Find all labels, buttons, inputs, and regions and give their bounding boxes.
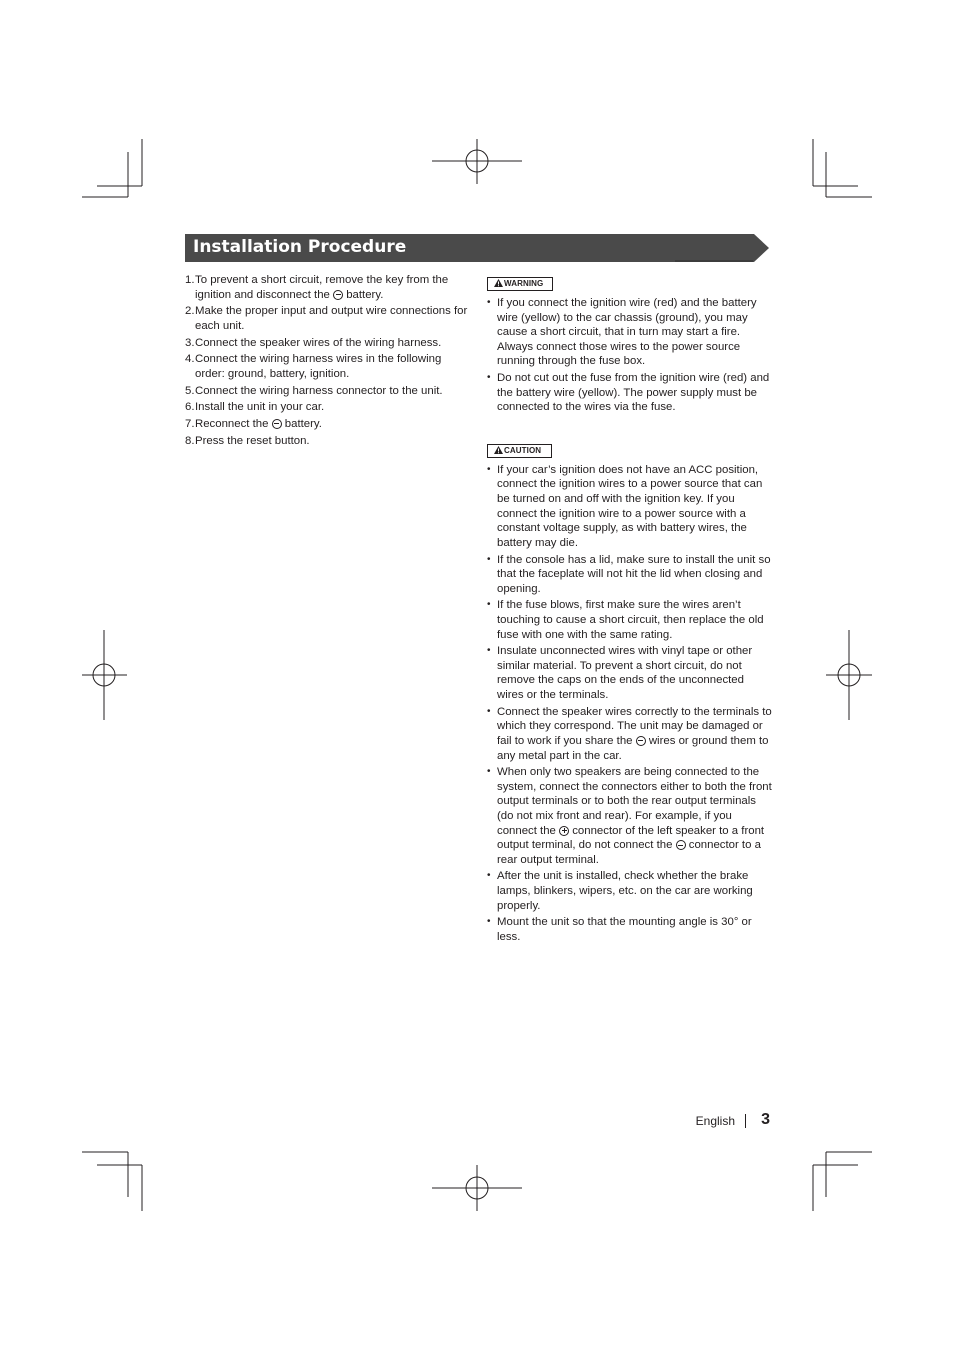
footer-divider <box>745 1114 746 1128</box>
step-item <box>185 352 470 381</box>
step-text: To prevent a short circuit, remove the key from the ignition and disconnect the <box>195 274 449 301</box>
safety-notes <box>487 276 772 947</box>
step-number: 1. <box>185 274 195 286</box>
caution-label-text: CAUTION <box>504 445 542 455</box>
warning-label-text: WARNING <box>504 279 544 288</box>
step-item <box>185 434 470 449</box>
warning-label <box>487 277 553 291</box>
warning-item: • If you connect the ignition wire (red) and the battery wire (yellow) to the car chassis (ground), you may cause a short circuit, that in turn may start a fire. Always connect those wires to the power source running through the fuse box. <box>487 296 772 369</box>
step-text: Make the proper input and output wire connections for each unit. <box>195 305 468 332</box>
step-text: battery. <box>281 417 322 430</box>
caution-section <box>487 443 772 945</box>
step-text: Connect the speaker wires of the wiring harness. <box>195 336 442 349</box>
warning-list <box>487 296 772 415</box>
section-title-banner <box>185 234 769 262</box>
caution-item <box>487 705 772 763</box>
step-number: 6. <box>185 401 195 414</box>
caution-item-text: wires or ground them to any metal part in the car. <box>497 734 769 762</box>
caution-item-text: When only two speakers are being connected to the system, connect the connectors either to both the front output terminals or to both the rear output terminals (do not mix front and rear). For example, if you connect the <box>497 766 772 837</box>
step-number: 7. <box>185 417 195 430</box>
step-text: battery. <box>343 288 384 301</box>
installation-steps <box>185 273 470 450</box>
minus-terminal-icon <box>636 736 646 746</box>
caution-list <box>487 463 772 945</box>
caution-item: • After the unit is installed, check whether the brake lamps, blinkers, wipers, etc. on the car are working properly. <box>487 869 772 913</box>
caution-item <box>487 765 772 867</box>
caution-item-text: connector of the left speaker to a front output terminal, do not connect the <box>497 824 765 852</box>
step-item <box>185 336 470 351</box>
caution-item: • Mount the unit so that the mounting angle is 30° or less. <box>487 915 772 944</box>
caution-item: • Insulate unconnected wires with vinyl tape or other similar material. To prevent a short circuit, do not remove the caps on the ends of the unconnected wires or the terminals. <box>487 644 772 702</box>
step-item <box>185 384 470 399</box>
step-text: Install the unit in your car. <box>195 401 325 414</box>
caution-item: • If the console has a lid, make sure to install the unit so that the faceplate will not hit the lid when closing and opening. <box>487 553 772 597</box>
step-number: 2. <box>185 305 195 318</box>
caution-item: • If the fuse blows, first make sure the wires aren’t touching to cause a short circuit, then replace the old fuse with one with the same rating. <box>487 598 772 642</box>
step-text: Press the reset button. <box>195 434 310 447</box>
plus-terminal-icon <box>559 826 569 836</box>
step-number: 8. <box>185 434 195 447</box>
step-item <box>185 417 470 432</box>
step-number: 4. <box>185 353 195 366</box>
caution-item: • If your car’s ignition does not have an ACC position, connect the ignition wires to a power source that can be turned on and off with the ignition key. If you connect the ignition wire to a power source with a constant voltage supply, as with battery wires, the battery may die. <box>487 463 772 551</box>
footer-language: English <box>695 1114 735 1128</box>
caution-item-text: Connect the speaker wires correctly to the terminals to which they correspond. The unit may be damaged or fail to work if you share the <box>497 705 772 747</box>
minus-terminal-icon <box>272 419 282 429</box>
page-number: 3 <box>761 1111 770 1128</box>
page-footer <box>600 1111 770 1131</box>
step-number: 3. <box>185 336 195 349</box>
caution-label <box>487 444 552 458</box>
step-text: Connect the wiring harness connector to the unit. <box>195 384 443 397</box>
warning-item: • Do not cut out the fuse from the ignition wire (red) and the battery wire (yellow). The power supply must be connected to the wires via the fuse. <box>487 371 772 415</box>
step-number: 5. <box>185 384 195 397</box>
minus-terminal-icon <box>676 840 686 850</box>
warning-triangle-icon <box>494 279 503 287</box>
caution-triangle-icon <box>494 446 503 454</box>
warning-section <box>487 276 772 415</box>
caution-item-text: connector to a rear output terminal. <box>497 839 761 866</box>
step-item <box>185 400 470 415</box>
minus-terminal-icon <box>333 290 343 300</box>
step-item <box>185 273 470 302</box>
step-text: Connect the wiring harness wires in the following order: ground, battery, ignition. <box>195 353 442 380</box>
step-item <box>185 304 470 333</box>
step-text: Reconnect the <box>195 417 272 430</box>
page-title: Installation Procedure <box>193 237 407 257</box>
